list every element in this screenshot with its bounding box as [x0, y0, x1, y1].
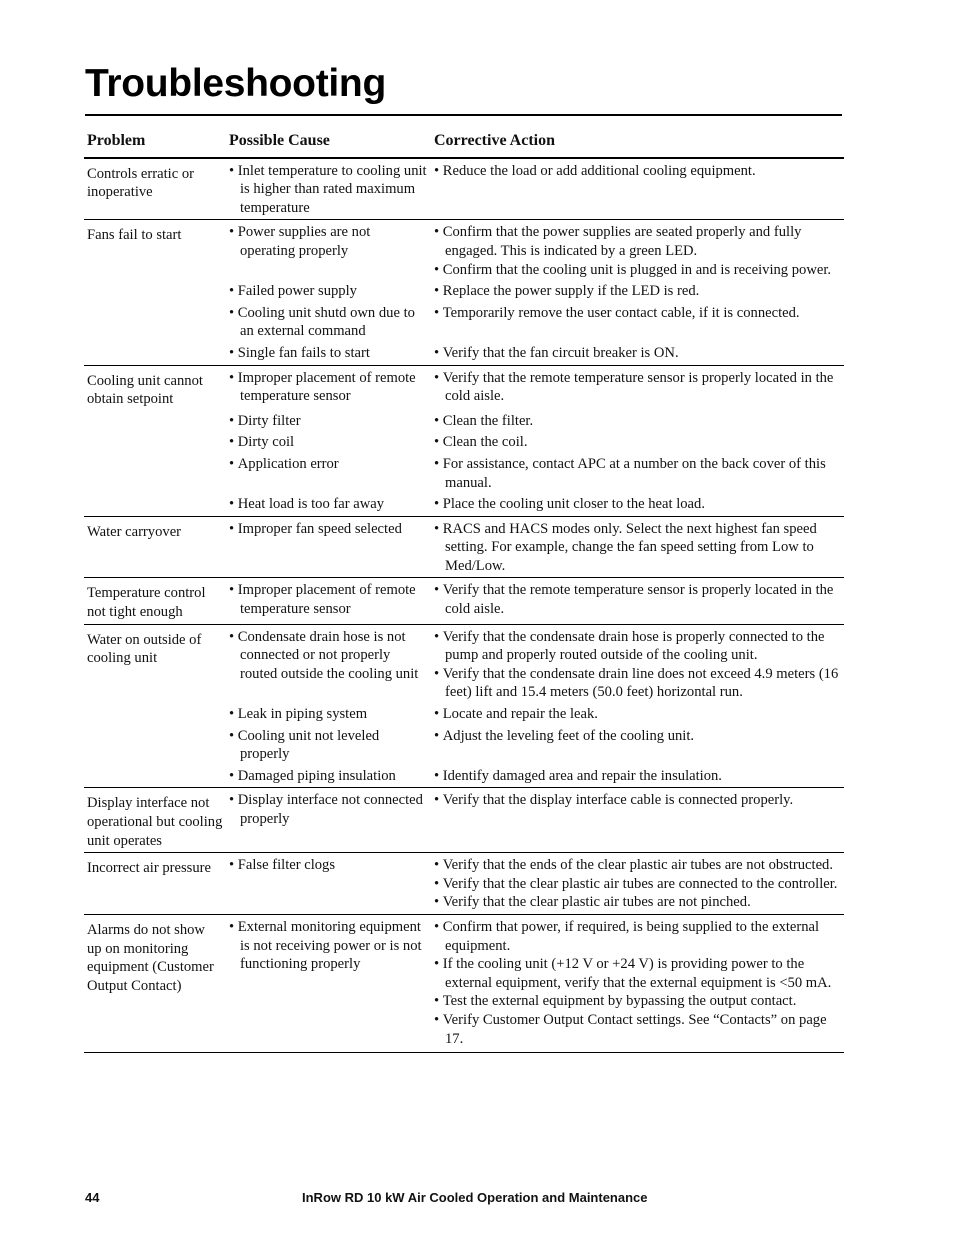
cause-item: • Improper placement of remote temperature sensor	[229, 581, 428, 618]
header-possible-cause: Possible Cause	[226, 130, 431, 158]
action-item: • Verify that the fan circuit breaker is ON.	[434, 344, 841, 363]
cause-item: • Improper fan speed selected	[229, 520, 428, 539]
problem-text	[87, 433, 223, 436]
possible-cause-cell	[226, 341, 431, 365]
action-item: • Locate and repair the leak.	[434, 705, 841, 724]
table-row	[84, 452, 844, 492]
table-row	[84, 365, 844, 409]
corrective-action-cell	[431, 341, 844, 365]
action-item: • Replace the power supply if the LED is red.	[434, 282, 841, 301]
cause-item: • Failed power supply	[229, 282, 428, 301]
possible-cause-cell	[226, 452, 431, 492]
cause-item: • Single fan fails to start	[229, 344, 428, 363]
header-corrective-action: Corrective Action	[431, 130, 844, 158]
possible-cause-cell	[226, 220, 431, 279]
problem-text	[87, 495, 223, 498]
problem-cell	[84, 914, 226, 1052]
possible-cause-cell	[226, 788, 431, 853]
possible-cause-cell	[226, 492, 431, 516]
cause-item: • Display interface not connected properly	[229, 791, 428, 828]
table-row	[84, 853, 844, 915]
table-row	[84, 724, 844, 764]
corrective-action-cell	[431, 578, 844, 624]
corrective-action-cell	[431, 430, 844, 452]
corrective-action-cell	[431, 516, 844, 578]
action-item: • Verify that the condensate drain hose is properly connected to the pump and properly routed outside of the cooling unit.	[434, 628, 841, 665]
problem-cell	[84, 764, 226, 788]
action-item: • Verify that the display interface cable is connected properly.	[434, 791, 841, 810]
table-row	[84, 301, 844, 341]
possible-cause-cell	[226, 158, 431, 220]
title-rule	[85, 114, 842, 116]
action-item: • Identify damaged area and repair the insulation.	[434, 767, 841, 786]
corrective-action-cell	[431, 409, 844, 431]
problem-cell	[84, 724, 226, 764]
cause-item: • External monitoring equipment is not receiving power or is not functioning properly	[229, 918, 428, 974]
table-row	[84, 492, 844, 516]
table-row	[84, 220, 844, 279]
table-body	[84, 158, 844, 1053]
problem-cell	[84, 220, 226, 279]
problem-text: Water on outside of cooling unit	[87, 631, 202, 667]
action-item: • Verify that the condensate drain line does not exceed 4.9 meters (16 feet) lift and 15.4 meters (50.0 feet) horizontal run.	[434, 665, 841, 702]
possible-cause-cell	[226, 279, 431, 301]
problem-text: Temperature control not tight enough	[87, 585, 206, 621]
action-item: • Verify that the clear plastic air tubes are connected to the controller.	[434, 875, 841, 894]
table-row	[84, 914, 844, 1052]
table-row	[84, 158, 844, 220]
problem-cell	[84, 492, 226, 516]
problem-text: Fans fail to start	[87, 227, 182, 244]
problem-text	[87, 727, 223, 730]
action-item: • Verify that the ends of the clear plastic air tubes are not obstructed.	[434, 856, 841, 875]
problem-text: Controls erratic or inoperative	[87, 165, 194, 201]
cause-item: • Application error	[229, 455, 428, 474]
table-row	[84, 516, 844, 578]
action-item: • For assistance, contact APC at a number on the back cover of this manual.	[434, 455, 841, 492]
corrective-action-cell	[431, 624, 844, 702]
problem-cell	[84, 452, 226, 492]
troubleshooting-table	[84, 130, 844, 1053]
possible-cause-cell	[226, 764, 431, 788]
problem-cell	[84, 341, 226, 365]
table-row	[84, 702, 844, 724]
cause-item: • Dirty coil	[229, 433, 428, 452]
problem-text	[87, 282, 223, 285]
header-problem: Problem	[84, 130, 226, 158]
corrective-action-cell	[431, 158, 844, 220]
cause-item: • Cooling unit shutd own due to an external command	[229, 304, 428, 341]
possible-cause-cell	[226, 430, 431, 452]
cause-item: • Leak in piping system	[229, 705, 428, 724]
possible-cause-cell	[226, 853, 431, 915]
action-item: • Reduce the load or add additional cooling equipment.	[434, 162, 841, 181]
problem-text: Display interface not operational but cooling unit operates	[87, 795, 223, 849]
cause-item: • Damaged piping insulation	[229, 767, 428, 786]
table-header-row	[84, 130, 844, 158]
possible-cause-cell	[226, 301, 431, 341]
possible-cause-cell	[226, 724, 431, 764]
cause-item: • Improper placement of remote temperature sensor	[229, 369, 428, 406]
action-item: • Confirm that the cooling unit is plugged in and is receiving power.	[434, 261, 841, 280]
action-item: • Confirm that power, if required, is being supplied to the external equipment.	[434, 918, 841, 955]
corrective-action-cell	[431, 853, 844, 915]
action-item: • Place the cooling unit closer to the heat load.	[434, 495, 841, 514]
action-item: • Verify that the remote temperature sensor is properly located in the cold aisle.	[434, 581, 841, 618]
table-row	[84, 279, 844, 301]
action-item: • Verify that the clear plastic air tubes are not pinched.	[434, 893, 841, 912]
problem-cell	[84, 409, 226, 431]
action-item: • RACS and HACS modes only. Select the next highest fan speed setting. For example, change the fan speed setting from Low to Med/Low.	[434, 520, 841, 576]
problem-cell	[84, 516, 226, 578]
corrective-action-cell	[431, 220, 844, 279]
problem-text: Alarms do not show up on monitoring equipment (Customer Output Contact)	[87, 921, 214, 994]
cause-item: • Heat load is too far away	[229, 495, 428, 514]
action-item: • Confirm that the power supplies are seated properly and fully engaged. This is indicated by a green LED.	[434, 223, 841, 260]
corrective-action-cell	[431, 764, 844, 788]
problem-text	[87, 412, 223, 415]
cause-item: • False filter clogs	[229, 856, 428, 875]
corrective-action-cell	[431, 724, 844, 764]
table-row	[84, 788, 844, 853]
action-item: • Clean the coil.	[434, 433, 841, 452]
problem-text	[87, 304, 223, 307]
problem-cell	[84, 365, 226, 409]
problem-cell	[84, 578, 226, 624]
problem-cell	[84, 279, 226, 301]
problem-text	[87, 344, 223, 347]
problem-cell	[84, 624, 226, 702]
table-row	[84, 430, 844, 452]
problem-text	[87, 705, 223, 708]
problem-text: Incorrect air pressure	[87, 860, 211, 877]
corrective-action-cell	[431, 365, 844, 409]
table-row	[84, 578, 844, 624]
problem-text: Water carryover	[87, 523, 182, 540]
possible-cause-cell	[226, 624, 431, 702]
possible-cause-cell	[226, 409, 431, 431]
problem-cell	[84, 301, 226, 341]
cause-item: • Dirty filter	[229, 412, 428, 431]
cause-item: • Power supplies are not operating properly	[229, 223, 428, 260]
possible-cause-cell	[226, 578, 431, 624]
table-row	[84, 409, 844, 431]
corrective-action-cell	[431, 788, 844, 853]
possible-cause-cell	[226, 516, 431, 578]
page-title: Troubleshooting	[85, 62, 386, 105]
table-row	[84, 341, 844, 365]
table-row	[84, 764, 844, 788]
cause-item: • Inlet temperature to cooling unit is higher than rated maximum temperature	[229, 162, 428, 218]
problem-text	[87, 455, 223, 458]
action-item: • Clean the filter.	[434, 412, 841, 431]
corrective-action-cell	[431, 452, 844, 492]
problem-cell	[84, 853, 226, 915]
problem-cell	[84, 158, 226, 220]
possible-cause-cell	[226, 914, 431, 1052]
footer-page-number: 44	[85, 1190, 100, 1205]
action-item: • Verify Customer Output Contact settings. See “Contacts” on page 17.	[434, 1011, 841, 1048]
problem-cell	[84, 430, 226, 452]
action-item: • Test the external equipment by bypassing the output contact.	[434, 992, 841, 1011]
action-item: • If the cooling unit (+12 V or +24 V) is providing power to the external equipment, verify that the external equipment is <50 mA.	[434, 955, 841, 992]
corrective-action-cell	[431, 492, 844, 516]
problem-cell	[84, 702, 226, 724]
problem-cell	[84, 788, 226, 853]
action-item: • Verify that the remote temperature sensor is properly located in the cold aisle.	[434, 369, 841, 406]
action-item: • Temporarily remove the user contact cable, if it is connected.	[434, 304, 841, 323]
possible-cause-cell	[226, 365, 431, 409]
corrective-action-cell	[431, 279, 844, 301]
footer-document-title: InRow RD 10 kW Air Cooled Operation and Maintenance	[302, 1190, 648, 1205]
problem-text: Cooling unit cannot obtain setpoint	[87, 372, 203, 408]
corrective-action-cell	[431, 914, 844, 1052]
corrective-action-cell	[431, 301, 844, 341]
possible-cause-cell	[226, 702, 431, 724]
table-row	[84, 624, 844, 702]
cause-item: • Condensate drain hose is not connected or not properly routed outside the cooling unit	[229, 628, 428, 684]
corrective-action-cell	[431, 702, 844, 724]
problem-text	[87, 767, 223, 770]
cause-item: • Cooling unit not leveled properly	[229, 727, 428, 764]
action-item: • Adjust the leveling feet of the cooling unit.	[434, 727, 841, 746]
